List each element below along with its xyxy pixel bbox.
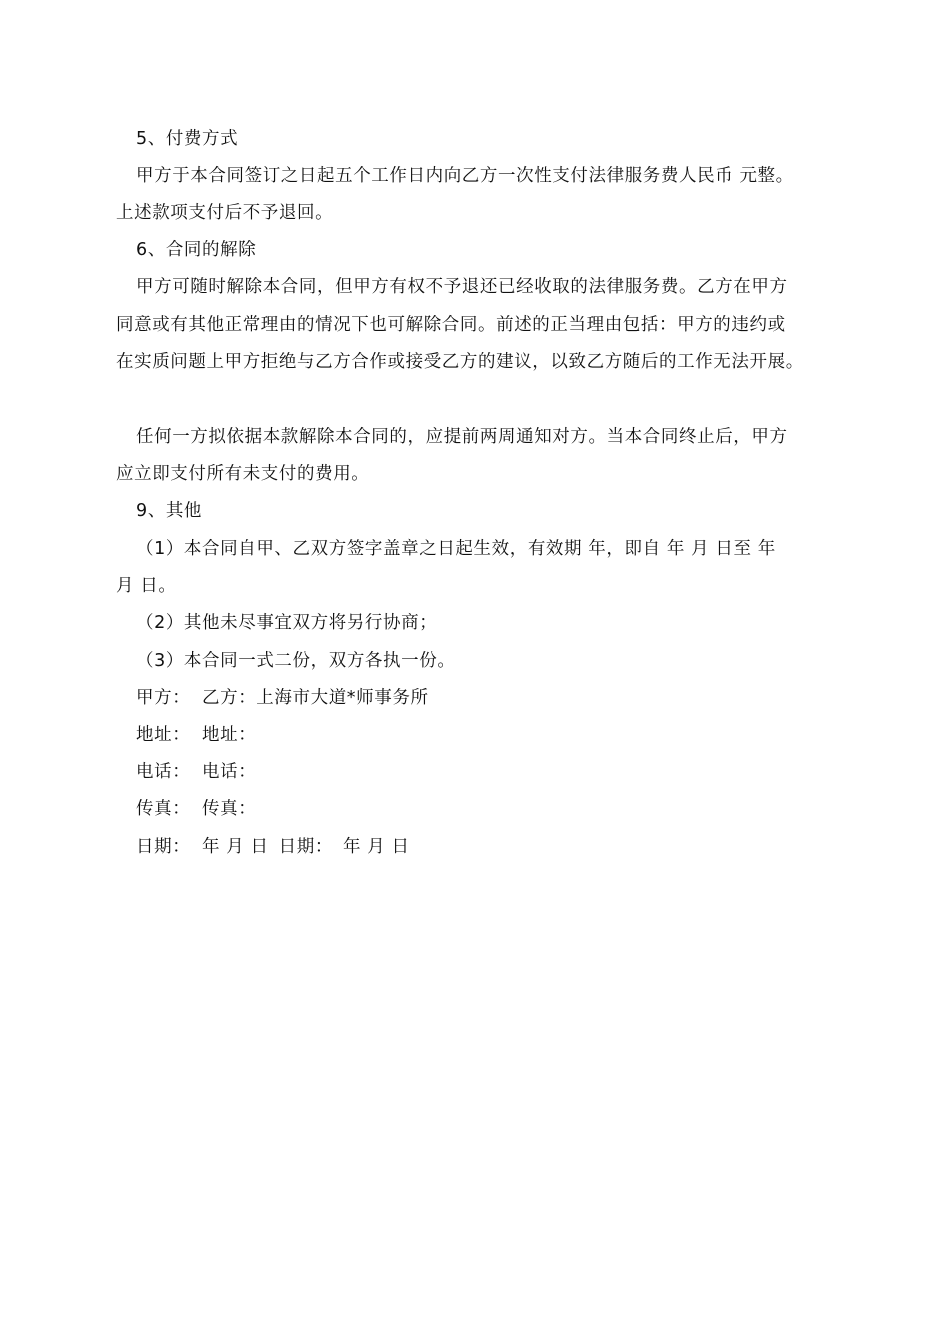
date-a-label: 日期： bbox=[136, 837, 191, 857]
signature-date-row bbox=[136, 835, 410, 859]
section-9-item-1-line: （1）本合同自甲、乙双方签字盖章之日起生效，有效期 年，即自 年 月 日至 年 bbox=[136, 539, 776, 559]
section-5-paragraph-line: 甲方于本合同签订之日起五个工作日内向乙方一次性支付法律服务费人民币 元整。 bbox=[136, 166, 794, 186]
date-a-value: 年 月 日 bbox=[202, 837, 269, 857]
party-a-label: 甲方： bbox=[136, 688, 191, 708]
section-5-heading: 5、付费方式 bbox=[136, 129, 239, 149]
fax-b-label: 传真： bbox=[202, 799, 257, 819]
section-6-heading: 6、合同的解除 bbox=[136, 240, 257, 260]
address-a-label: 地址： bbox=[136, 725, 191, 745]
fax-a-label: 传真： bbox=[136, 799, 191, 819]
section-6-paragraph-line: 同意或有其他正常理由的情况下也可解除合同。前述的正当理由包括：甲方的违约或 bbox=[116, 315, 786, 335]
signature-fax-row bbox=[136, 797, 256, 821]
section-9-heading: 9、其他 bbox=[136, 501, 203, 521]
section-6-paragraph-line: 在实质问题上甲方拒绝与乙方合作或接受乙方的建议，以致乙方随后的工作无法开展。 bbox=[116, 352, 804, 372]
section-6-paragraph-line: 甲方可随时解除本合同，但甲方有权不予退还已经收取的法律服务费。乙方在甲方 bbox=[136, 277, 788, 297]
date-b-value: 年 月 日 bbox=[342, 837, 410, 857]
signature-address-row bbox=[136, 723, 256, 747]
section-9-item-1-line: 月 日。 bbox=[116, 576, 177, 596]
section-5-paragraph-line: 上述款项支付后不予退回。 bbox=[116, 203, 334, 223]
party-b-label: 乙方：上海市大道*师事务所 bbox=[202, 688, 429, 708]
phone-a-label: 电话： bbox=[136, 762, 191, 782]
date-b-label: 日期： bbox=[278, 837, 333, 857]
signature-party-row bbox=[136, 686, 429, 710]
section-6-paragraph-line: 任何一方拟依据本款解除本合同的，应提前两周通知对方。当本合同终止后，甲方 bbox=[136, 427, 788, 447]
section-9-item-2: （2）其他未尽事宜双方将另行协商； bbox=[136, 613, 438, 633]
section-9-item-3: （3）本合同一式二份，双方各执一份。 bbox=[136, 651, 456, 671]
signature-phone-row bbox=[136, 760, 256, 784]
phone-b-label: 电话： bbox=[202, 762, 257, 782]
address-b-label: 地址： bbox=[202, 725, 257, 745]
section-6-paragraph-line: 应立即支付所有未支付的费用。 bbox=[116, 464, 370, 484]
